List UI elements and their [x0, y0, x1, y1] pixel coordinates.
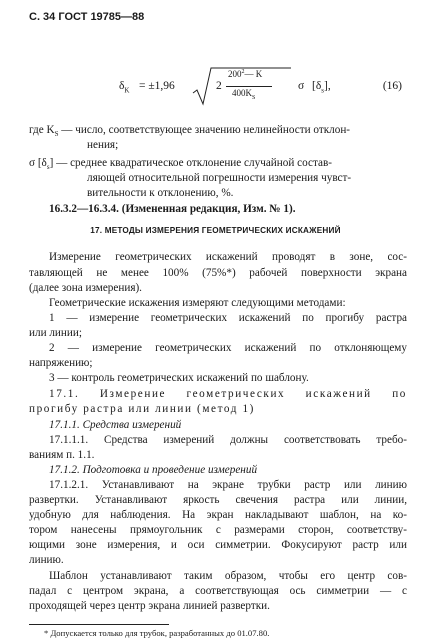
- paragraph-line: линию.: [29, 554, 64, 566]
- paragraph-line: ющими зоне измерения, и оси симметрии. Фокусируют растр или: [29, 539, 407, 551]
- paragraph-line: ваниям п. 1.1.: [29, 449, 95, 461]
- list-item-1: 1 — измерение геометрических искажений по прогибу растра: [49, 312, 407, 324]
- list-item-2: 2 — измерение геометрических искажений по отклоняющему: [49, 342, 407, 354]
- subsection-title: 17.1. Измерение геометрических искажений по: [49, 388, 407, 400]
- list-item-1-cont: или линии;: [29, 327, 82, 339]
- formula-lhs: $\delta_K$: [119, 80, 130, 95]
- formula-bracket: $[\delta_s]$,: [312, 80, 331, 95]
- footnote: * Допускается только для трубок, разработанных до 01.07.80.: [44, 628, 270, 638]
- list-item-3: 3 — контроль геометрических искажений по шаблону.: [49, 372, 309, 384]
- paragraph-line: Геометрические искажения измеряют следующими методами:: [49, 297, 346, 309]
- formula-factor: 2: [216, 80, 222, 92]
- paragraph-line: развертки. Устанавливают яркость свечения растра или линии,: [29, 494, 407, 506]
- paragraph-line: Измерение геометрических искажений проводят в зоне, сос-: [49, 251, 407, 263]
- paragraph-line: падал с центром экрана, а соответствующая ось симметрии — с: [29, 585, 407, 597]
- fraction-bar: [226, 86, 272, 87]
- paragraph-line: 17.1.1.1. Средства измерений должны соответствовать требо-: [49, 434, 407, 446]
- definition-sigma: σ $[\delta_s]$ — среднее квадратическое отклонение случайной состав-: [29, 157, 332, 172]
- definition-ks: где $K_S$ — число, соответствующее значению нелинейности отклон-: [29, 124, 351, 139]
- equation-number: (16): [382, 80, 402, 92]
- page-header: С. 34 ГОСТ 19785—88: [29, 11, 145, 23]
- subsection-measurement-tools: 17.1.1. Средства измерений: [49, 419, 182, 431]
- paragraph-line: Шаблон устанавливают таким образом, чтобы его центр сов-: [49, 570, 407, 582]
- formula-sigma: σ: [298, 80, 305, 92]
- subsection-preparation: 17.1.2. Подготовка и проведение измерений: [49, 464, 258, 476]
- paragraph-line: удобную для наблюдения. На экран накладывают шаблон, на ко-: [29, 509, 407, 521]
- definition-sigma-cont-2: вительности к отклонению, %.: [87, 187, 234, 199]
- paragraph-line: тавляющей не менее 100% (75%*) рабочей поверхности экрана: [29, 267, 407, 279]
- paragraph-line: 17.1.2.1. Устанавливают на экране трубки растр или линию: [49, 479, 407, 491]
- formula-denominator: $400K_S$: [232, 88, 256, 101]
- subsection-title-cont: прогибу растра или линии (метод 1): [29, 403, 255, 415]
- definition-sigma-cont-1: ляющей относительной погрешности измерения чувст-: [87, 172, 352, 184]
- amendment-note: 16.3.2—16.3.4. (Измененная редакция, Изм. № 1).: [49, 203, 296, 215]
- footnote-rule: [29, 624, 169, 625]
- list-item-2-cont: напряжению;: [29, 357, 93, 369]
- formula-coefficient: = ±1,96: [139, 80, 175, 92]
- formula-numerator: $200^2—$ K: [228, 69, 263, 79]
- paragraph-line: (далее зона измерения).: [29, 282, 142, 294]
- section-title: 17. МЕТОДЫ ИЗМЕРЕНИЯ ГЕОМЕТРИЧЕСКИХ ИСКАЖЕНИЙ: [90, 226, 341, 235]
- formula-16: [0, 64, 431, 112]
- paragraph-line: проходящей через центр экрана линией развертки.: [29, 600, 270, 612]
- definition-ks-cont: нения;: [87, 139, 119, 151]
- paragraph-line: тором нанесены прямоугольник с размерами сторон, соответству-: [29, 524, 407, 536]
